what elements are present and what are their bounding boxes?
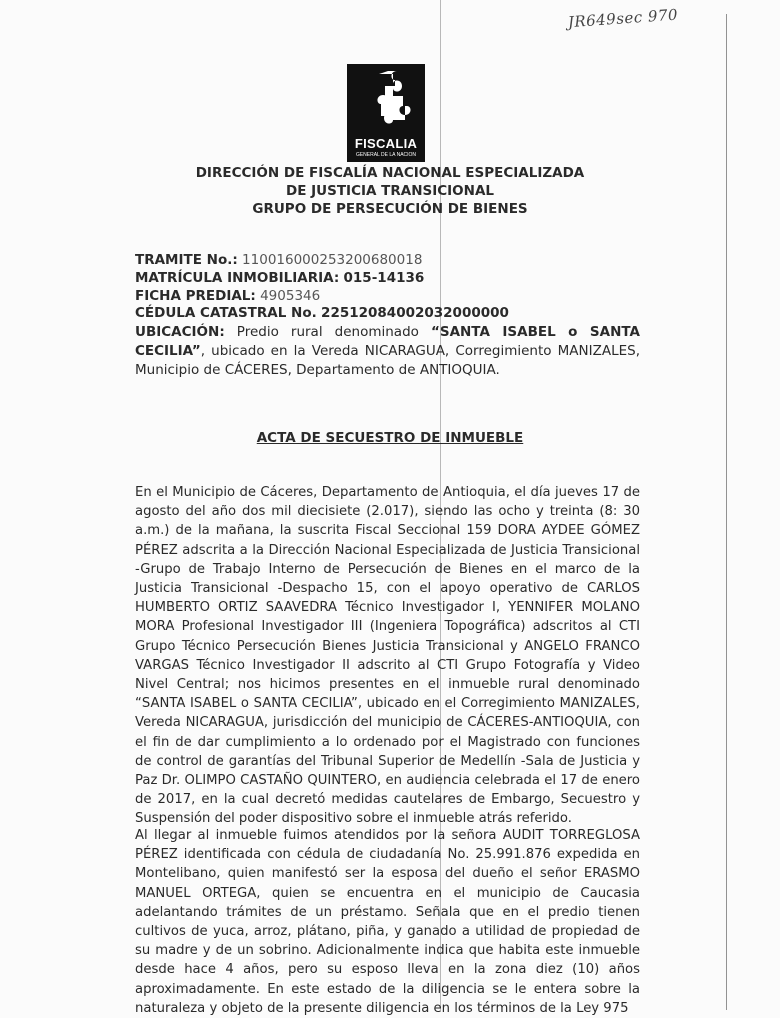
tramite-value: 110016000253200680018 — [242, 252, 423, 268]
logo-subtitle: GENERAL DE LA NACION — [355, 152, 417, 158]
puzzle-piece-icon — [361, 70, 411, 132]
matricula-value: 015-14136 — [343, 270, 425, 286]
heading-line-3: GRUPO DE PERSECUCIÓN DE BIENES — [252, 201, 528, 217]
handwritten-note: JR649sec 970 — [567, 5, 679, 32]
body-paragraph-1: En el Municipio de Cáceres, Departamento de Antioquia, el día jueves 17 de agosto del año dos mil diecisiete (2.017), siendo las ocho y treinta (8: 30 a.m.) de la mañana, la suscrita Fiscal Seccional 159 DORA AYDEE GÓMEZ PÉREZ adscrita a la Dirección Nacional Especializada de Justicia Transicional -Grupo de Trabajo Interno de Persecución de Bienes en el marco de la Justicia Transicional -Despacho 15, con el apoyo operativo de CARLOS HUMBERTO ORTIZ SAAVEDRA Técnico Investigador I, YENNIFER MOLANO MORA Profesional Investigador III (Ingeniera Topográfica) adscritos al CTI Grupo Técnico Persecución Bienes Justicia Transicional y ANGELO FRANCO VARGAS Técnico Investigador II adscrito al CTI Grupo Fotografía y Video Nivel Central; nos hicimos presentes en el inmueble rural denominado “SANTA ISABEL o SANTA CECILIA”, ubicado en el Corregimiento MANIZALES, Vereda NICARAGUA, jurisdicción del municipio de CÁCERES-ANTIOQUIA, con el fin de dar cumplimiento a lo ordenado por el Magistrado con funciones de control de garantías del Tribunal Superior de Medellín -Sala de Justicia y Paz Dr. OLIMPO CASTAÑO QUINTERO, en audiencia celebrada el 17 de enero de 2017, en la cual decretó medidas cautelares de Embargo, Secuestro y Suspensión del poder dispositivo sobre el inmueble atrás referido. — [135, 485, 640, 827]
cedula-value: 22512084002032000000 — [321, 305, 509, 321]
ubicacion-label: UBICACIÓN: — [135, 324, 225, 340]
ubicacion-property-name: “SANTA ISABEL o SANTA CECILIA” — [135, 324, 640, 359]
cedula-row — [135, 305, 509, 321]
tramite-row — [135, 252, 422, 268]
ubicacion-text-2: , ubicado en la Vereda NICARAGUA, Corregimiento MANIZALES, Municipio de CÁCERES, Departamento de ANTIOQUIA. — [135, 343, 640, 378]
tramite-label: TRAMITE No.: — [135, 252, 238, 268]
acta-title: ACTA DE SECUESTRO DE INMUEBLE — [256, 430, 524, 446]
cedula-label: CÉDULA CATASTRAL No. — [135, 305, 317, 321]
heading-line-2: DE JUSTICIA TRANSICIONAL — [286, 183, 494, 199]
ubicacion-text-1: Predio rural denominado — [236, 324, 419, 340]
logo-wordmark: FISCALIA — [354, 136, 418, 151]
matricula-row — [135, 270, 424, 286]
ficha-row — [135, 288, 320, 304]
page-edge-line — [726, 14, 727, 1010]
fiscalia-logo — [347, 64, 425, 162]
ubicacion-block — [135, 323, 640, 380]
matricula-label: MATRÍCULA INMOBILIARIA: — [135, 270, 340, 286]
heading-line-1: DIRECCIÓN DE FISCALÍA NACIONAL ESPECIALIZADA — [195, 165, 585, 181]
ficha-label: FICHA PREDIAL: — [135, 288, 256, 304]
body-paragraph-2: Al llegar al inmueble fuimos atendidos por la señora AUDIT TORREGLOSA PÉREZ identificada con cédula de ciudadanía No. 25.991.876 expedida en Montelibano, quien manifestó ser la esposa del dueño el señor ERASMO MANUEL ORTEGA, quien se encuentra en el municipio de Caucasia adelantando trámites de un préstamo. Señala que en el predio tienen cultivos de yuca, arroz, plátano, piña, y ganado a utilidad de propiedad de su madre y de un sobrino. Adicionalmente indica que habita este inmueble desde hace 4 años, pero su esposo lleva en la zona diez (10) años aproximadamente. En este estado de la diligencia se le entera sobre la naturaleza y objeto de la presente diligencia en los términos de la Ley 975 — [135, 828, 640, 1016]
ficha-value: 4905346 — [260, 288, 321, 304]
